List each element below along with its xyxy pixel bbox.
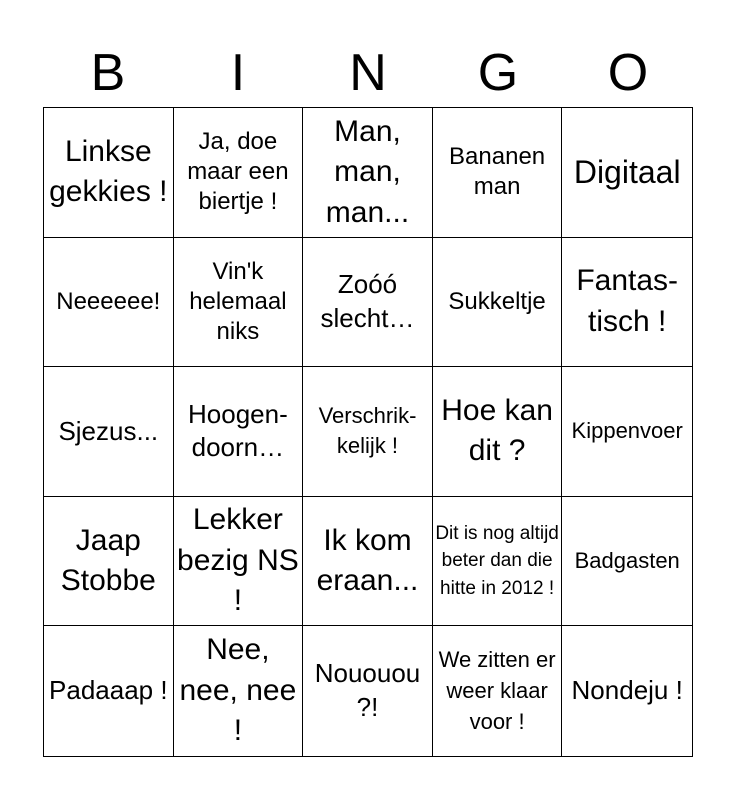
bingo-header <box>43 40 693 106</box>
bingo-cell-text: Ja, doe maar een biertje ! <box>187 128 289 216</box>
bingo-cell-text: Linkse gekkies ! <box>49 134 168 209</box>
bingo-cell-r1c3[interactable] <box>303 108 433 238</box>
bingo-cell-text: Sjezus... <box>58 415 159 446</box>
bingo-cell-r4c2[interactable] <box>174 497 304 627</box>
bingo-cell-text: Man, man, man... <box>325 114 410 229</box>
bingo-cell-r1c5[interactable] <box>562 108 692 238</box>
bingo-cell-r1c1[interactable] <box>44 108 174 238</box>
bingo-grid <box>43 107 693 757</box>
bingo-cell-text: Kippenvoer <box>571 418 683 444</box>
bingo-cell-r2c4[interactable] <box>433 238 563 368</box>
bingo-cell-r2c5[interactable] <box>562 238 692 368</box>
bingo-cell-text: Dit is nog altijd beter dan die hitte in 2012 ! <box>435 522 559 599</box>
bingo-cell-text: Hoe kan dit ? <box>441 393 553 468</box>
bingo-cell-text: Badgasten <box>574 547 680 573</box>
bingo-cell-r3c3[interactable] <box>303 367 433 497</box>
bingo-cell-r2c2[interactable] <box>174 238 304 368</box>
bingo-cell-text: Nee, nee, nee ! <box>179 633 297 748</box>
bingo-cell-r1c4[interactable] <box>433 108 563 238</box>
bingo-cell-text: Hoogen-doorn… <box>188 398 288 463</box>
bingo-cell-text: Jaap Stobbe <box>60 523 156 598</box>
bingo-cell-r3c2[interactable] <box>174 367 304 497</box>
bingo-cell-r5c2[interactable] <box>174 626 304 756</box>
bingo-cell-text: Sukkeltje <box>448 287 546 315</box>
bingo-cell-r5c1[interactable] <box>44 626 174 756</box>
bingo-cell-r5c3[interactable] <box>303 626 433 756</box>
bingo-cell-text: We zitten er weer klaar voor ! <box>438 647 556 734</box>
bingo-cell-text: Padaaap ! <box>49 675 168 706</box>
header-letter-i: I <box>230 44 246 102</box>
bingo-cell-r4c3[interactable] <box>303 497 433 627</box>
bingo-cell-r2c1[interactable] <box>44 238 174 368</box>
bingo-cell-text: Verschrik-kelijk ! <box>318 402 417 459</box>
bingo-cell-text: Neeeeee! <box>56 287 161 315</box>
bingo-cell-text: Digitaal <box>573 153 681 190</box>
bingo-cell-r3c4[interactable] <box>433 367 563 497</box>
header-letter-o: O <box>607 44 649 102</box>
bingo-cell-text: Nououou ?! <box>314 658 421 723</box>
bingo-cell-r5c5[interactable] <box>562 626 692 756</box>
bingo-cell-r1c2[interactable] <box>174 108 304 238</box>
bingo-cell-text: Fantas-tisch ! <box>576 264 679 338</box>
bingo-cell-text: Ik kom eraan... <box>316 523 419 598</box>
bingo-cell-text: Nondeju ! <box>571 675 683 706</box>
header-letter-g: G <box>477 44 519 102</box>
bingo-cell-r3c1[interactable] <box>44 367 174 497</box>
bingo-cell-text: Vin'k helemaal niks <box>189 257 287 345</box>
bingo-cell-r2c3[interactable] <box>303 238 433 368</box>
bingo-cell-r3c5[interactable] <box>562 367 692 497</box>
header-letter-n: N <box>349 44 387 102</box>
bingo-cell-r4c4[interactable] <box>433 497 563 627</box>
bingo-cell-text: Lekker bezig NS ! <box>177 503 299 618</box>
bingo-cell-r5c4[interactable] <box>433 626 563 756</box>
bingo-cell-r4c5[interactable] <box>562 497 692 627</box>
bingo-cell-text: Bananen man <box>449 143 546 201</box>
bingo-cell-text: Zoóó slecht… <box>320 269 415 333</box>
bingo-cell-r4c1[interactable] <box>44 497 174 627</box>
header-letter-b: B <box>90 44 126 102</box>
